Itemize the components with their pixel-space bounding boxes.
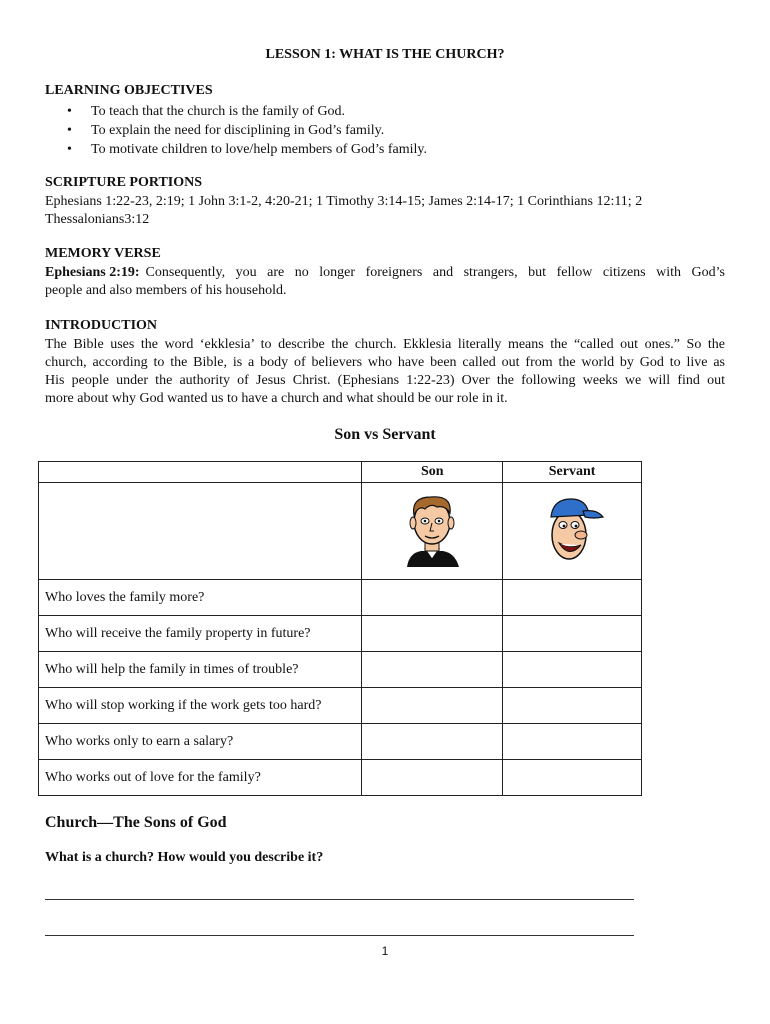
- son-answer-cell[interactable]: [362, 616, 503, 652]
- bullet-icon: •: [67, 104, 72, 119]
- servant-answer-cell[interactable]: [503, 616, 642, 652]
- question-cell: Who works out of love for the family?: [39, 760, 362, 796]
- bullet-icon: •: [67, 142, 72, 157]
- table-header-row: [39, 462, 642, 483]
- memory-verse-reference: Ephesians 2:19:: [45, 265, 140, 280]
- image-row: [39, 483, 642, 580]
- table-title: Son vs Servant: [334, 426, 436, 443]
- scripture-line-2: Thessalonians3:12: [45, 212, 150, 227]
- page-title: LESSON 1: WHAT IS THE CHURCH?: [265, 47, 505, 62]
- son-answer-cell[interactable]: [362, 724, 503, 760]
- son-illustration-cell: [362, 483, 503, 580]
- answer-line-2[interactable]: [45, 935, 634, 936]
- scripture-line-1: Ephesians 1:22-23, 2:19; 1 John 3:1-2, 4:20-21; 1 Timothy 3:14-15; James 2:14-17; 1 Corinthians 12:11; 2: [45, 194, 643, 209]
- servant-cartoon-icon: [537, 489, 607, 569]
- objectives-list: [67, 102, 427, 159]
- servant-answer-cell[interactable]: [503, 688, 642, 724]
- memory-verse-line-2: people and also members of his household.: [45, 283, 287, 298]
- bullet-icon: •: [67, 123, 72, 138]
- son-cartoon-icon: [397, 489, 467, 569]
- image-row-blank-cell: [39, 483, 362, 580]
- intro-line-2: church, according to the Bible, is a body of believers who have been called out from the world by God to live as: [45, 355, 725, 370]
- table-row: [39, 580, 642, 616]
- servant-answer-cell[interactable]: [503, 760, 642, 796]
- intro-heading: INTRODUCTION: [45, 318, 158, 333]
- table-row: [39, 652, 642, 688]
- column-header-son: Son: [362, 462, 503, 483]
- list-item: • To motivate children to love/help members of God’s family.: [67, 142, 427, 157]
- question-cell: Who loves the family more?: [39, 580, 362, 616]
- list-item: • To teach that the church is the family of God.: [67, 104, 346, 119]
- servant-illustration-cell: [503, 483, 642, 580]
- table-row: [39, 616, 642, 652]
- question-cell: Who will help the family in times of trouble?: [39, 652, 362, 688]
- intro-line-4: more about why God wanted us to have a church and what should be our role in it.: [45, 391, 508, 406]
- question-cell: Who will receive the family property in future?: [39, 616, 362, 652]
- answer-line-1[interactable]: [45, 899, 634, 900]
- church-question: What is a church? How would you describe it?: [45, 850, 324, 865]
- page-number: 1: [381, 944, 389, 958]
- son-answer-cell[interactable]: [362, 688, 503, 724]
- son-answer-cell[interactable]: [362, 760, 503, 796]
- table-row: [39, 760, 642, 796]
- son-answer-cell[interactable]: [362, 580, 503, 616]
- scripture-heading: SCRIPTURE PORTIONS: [45, 175, 203, 190]
- son-vs-servant-table: [38, 461, 642, 796]
- servant-answer-cell[interactable]: [503, 580, 642, 616]
- question-cell: Who works only to earn a salary?: [39, 724, 362, 760]
- servant-answer-cell[interactable]: [503, 652, 642, 688]
- question-cell: Who will stop working if the work gets too hard?: [39, 688, 362, 724]
- list-item: • To explain the need for disciplining in God’s family.: [67, 123, 385, 138]
- objectives-heading: LEARNING OBJECTIVES: [45, 83, 213, 98]
- intro-line-3: His people under the authority of Jesus Christ. (Ephesians 1:22-23) Over the following weeks we will find out: [45, 373, 725, 388]
- son-answer-cell[interactable]: [362, 652, 503, 688]
- servant-answer-cell[interactable]: [503, 724, 642, 760]
- intro-line-1: The Bible uses the word ‘ekklesia’ to describe the church. Ekklesia literally means the “called out ones.” So the: [45, 337, 725, 352]
- memory-verse-text: Consequently, you are no longer foreigners and strangers, but fellow citizens with God’s: [145, 265, 725, 280]
- memory-verse-line-1: [45, 264, 725, 282]
- memory-heading: MEMORY VERSE: [45, 246, 161, 261]
- table-row: [39, 724, 642, 760]
- header-blank-cell: [39, 462, 362, 483]
- table-row: [39, 688, 642, 724]
- column-header-servant: Servant: [503, 462, 642, 483]
- church-heading: Church—The Sons of God: [45, 814, 227, 831]
